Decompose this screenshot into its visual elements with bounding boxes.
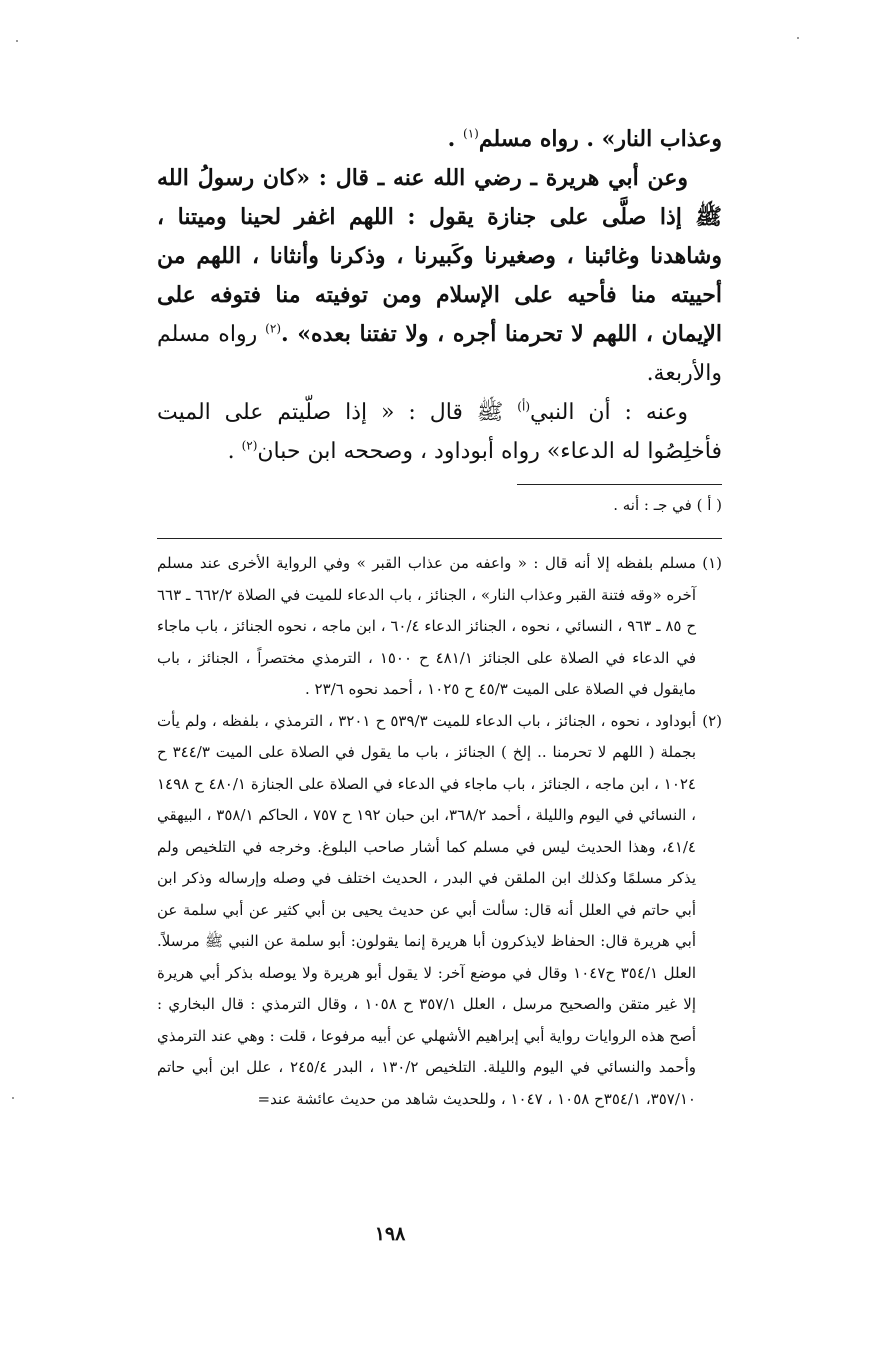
variant-note: ( أ ) في جـ : أنه . (613, 496, 722, 514)
hadith-text: وعن أبي هريرة ـ رضي الله عنه ـ قال : «كان رسولُ الله ﷺ إذا صلَّى على جنازة يقول : اللهم اغفر لحينا وميتنا ، وشاهدنا وغائبنا ، وصغيرنا وكَبيرنا ، وذكرنا وأنثانا ، اللهم من أحييته منا فأحيه على الإسلام ومن توفيته منا فتوفه على الإيمان ، اللهم لا تحرمنا أجره ، ولا تفتنا بعده» . (157, 165, 722, 347)
footnote-separator (157, 538, 722, 539)
footnote-number: (٢) (702, 711, 722, 730)
paragraph-2 (157, 159, 722, 393)
footnote-ref-1: (١) (463, 126, 479, 141)
variant-separator (517, 484, 722, 485)
page-number: ١٩٨ (374, 1223, 406, 1245)
footnotes (157, 548, 722, 1115)
footnote-ref-2: (٢) (265, 321, 281, 336)
footnote (157, 548, 722, 706)
paragraph-1 (157, 120, 722, 159)
paragraph-1-text: وعذاب النار» . رواه مسلم (478, 126, 722, 152)
footnote (157, 706, 722, 1116)
paragraph-3 (157, 393, 722, 471)
variant-ref-a: (أ) (517, 399, 530, 414)
footnote-text: مسلم بلفظه إلا أنه قال : « واعفه من عذاب القبر » وفي الرواية الأخرى عند مسلم آخره «وقه فتنة القبر وعذاب النار» ، الجنائز ، باب الدعاء للميت في الصلاة ٦٦٢/٢ ـ ٦٦٣ ح ٨٥ ـ ٩٦٣ ، النسائي ، نحوه ، الجنائز الدعاء ٦٠/٤ ، ابن ماجه ، نحوه الجنائز ، باب ماجاء في الدعاء في الصلاة على الجنائز ٤٨١/١ ح ١٥٠٠ ، الترمذي مختصراً ، الجنائز ، باب مايقول في الصلاة على الميت ٤٥/٣ ح ١٠٢٥ ، أحمد نحوه ٢٣/٦ . (157, 554, 696, 698)
footnote-text: أبوداود ، نحوه ، الجنائز ، باب الدعاء للميت ٥٣٩/٣ ح ٣٢٠١ ، الترمذي ، بلفظه ، ولم يأت بجملة ( اللهم لا تحرمنا .. إلخ ) الجنائز ، باب ما يقول في الصلاة على الميت ٣٤٤/٣ ح ١٠٢٤ ، ابن ماجه ، الجنائز ، باب ماجاء في الدعاء في الصلاة على الجنازة ٤٨٠/١ ح ١٤٩٨ ، النسائي في اليوم والليلة ، أحمد ٣٦٨/٢، ابن حبان ١٩٢ ح ٧٥٧ ، الحاكم ٣٥٨/١ ، البيهقي ٤١/٤، وهذا الحديث ليس في مسلم كما أشار صاحب البلوغ. وخرجه في التلخيص ولم يذكر مسلمًا وكذلك ابن الملقن في البدر ، الحديث اختلف في وصله وإرساله وذكر ابن أبي حاتم في العلل أنه قال: سألت أبي عن حديث يحيى بن أبي كثير عن أبي سلمة عن أبي هريرة قال: الحفاظ لايذكرون أبا هريرة إنما يقولون: أبو سلمة عن النبي ﷺ مرسلاً. العلل ٣٥٤/١ ح١٠٤٧ وقال في موضع آخر: لا يقول أبو هريرة ولا يوصله بذكر أبي هريرة إلا غير متقن والصحيح مرسل ، العلل ٣٥٧/١ ح ١٠٥٨ ، وقال الترمذي : قال البخاري : أصح هذه الروايات رواية أبي إبراهيم الأشهلي عن أبيه مرفوعا ، قلت : وهي عند الترمذي وأحمد والنسائي في اليوم والليلة. التلخيص ١٣٠/٢ ، البدر ٢٤٥/٤ ، علل ابن أبي حاتم ٣٥٧/١٠، ٣٥٤/١ح ١٠٥٨ ، ١٠٤٧ ، وللحديث شاهد من حديث عائشة عند= (157, 711, 697, 1108)
scan-speck (797, 37, 799, 39)
main-text (157, 120, 722, 471)
paragraph-3-end: . (227, 439, 242, 464)
footnote-number: (١) (702, 554, 722, 572)
paragraph-2-source: رواه مسلم والأربعة. (157, 322, 722, 386)
footnote-ref-3: (٢) (241, 438, 258, 453)
paragraph-3-text: وعنه : أن النبي (530, 400, 688, 425)
paragraph-1-end: . (447, 126, 463, 152)
scan-speck (12, 1097, 14, 1099)
paragraph-3-text-2: ﷺ قال : « إذا صلّيتم على الميت فأخلِصُوا له الدعاء» رواه أبوداود ، وصححه ابن حبان (157, 400, 722, 464)
scan-speck (16, 40, 18, 42)
